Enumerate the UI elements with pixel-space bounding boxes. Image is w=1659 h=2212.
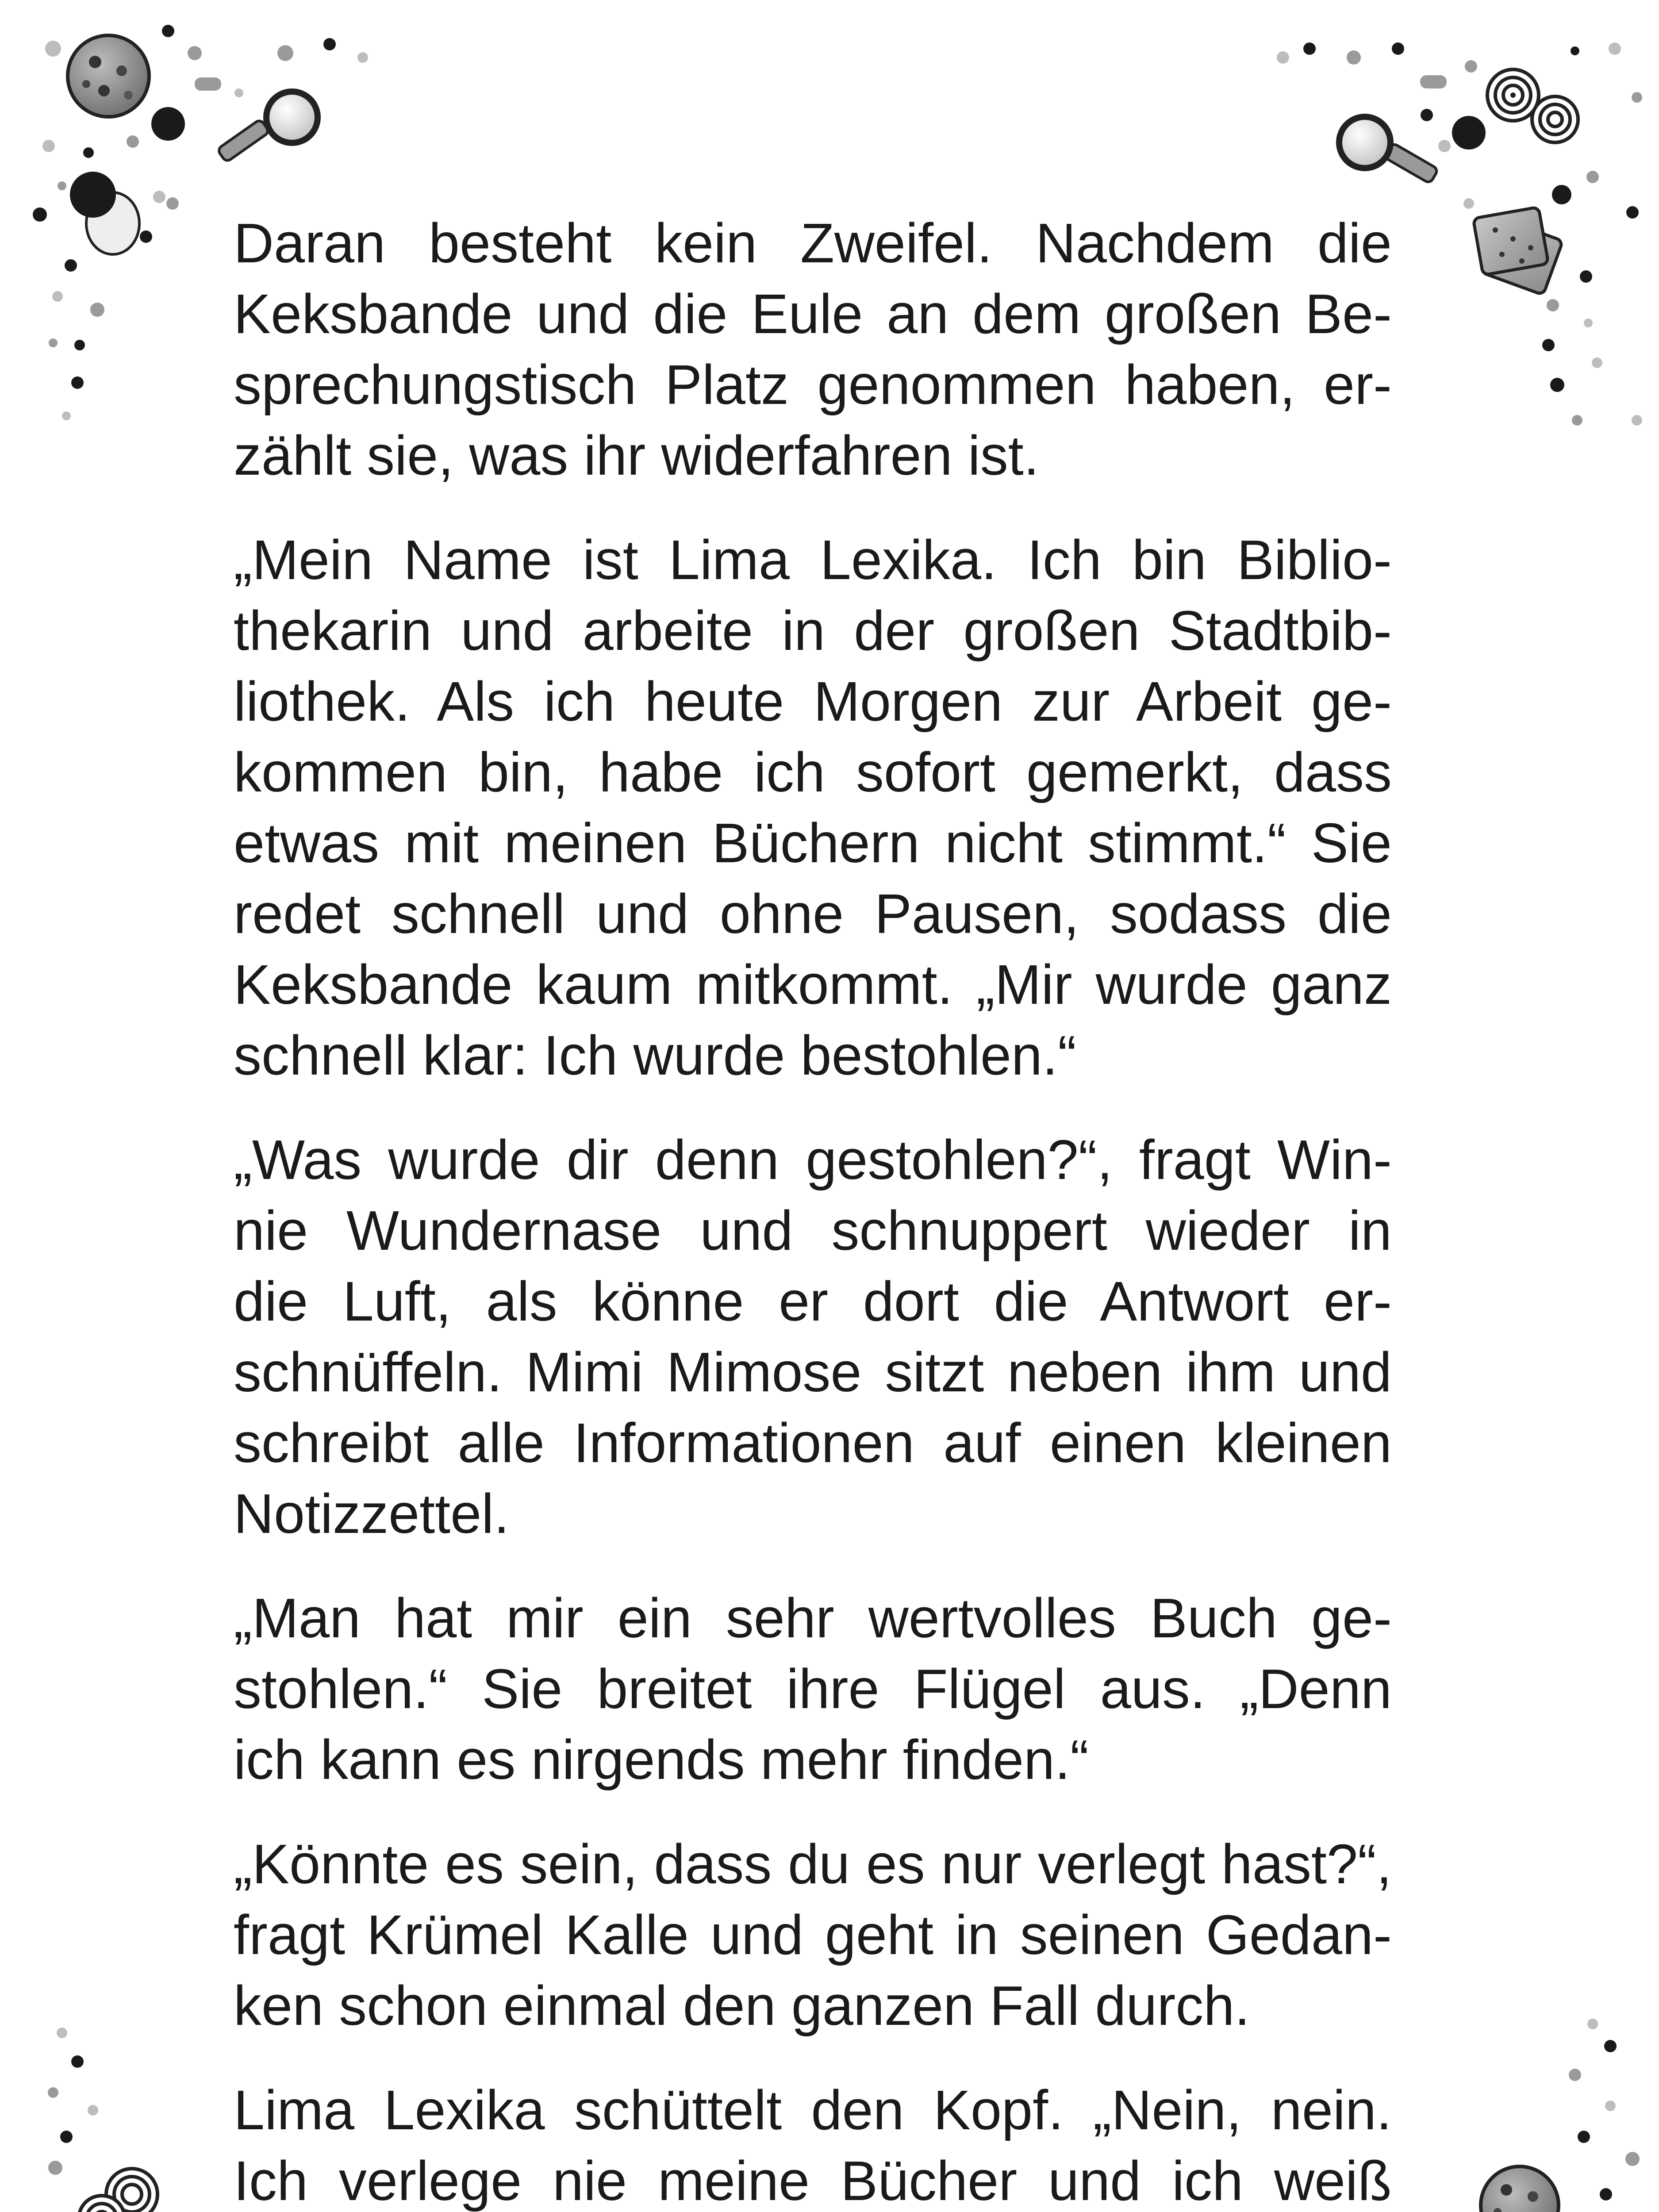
cookie-icon (1481, 2166, 1559, 2212)
paragraph (234, 2075, 1392, 2212)
text-line: zählt sie, was ihr widerfahren ist. (234, 424, 1039, 487)
cookie-icon (68, 35, 149, 117)
text-line: Keksbande und die Eule an dem großen Be- (234, 283, 1392, 345)
text-line: fragt Krümel Kalle und geht in seinen Gedan- (234, 1904, 1392, 1966)
chocolate-cookie-icon (70, 172, 139, 254)
paragraph (234, 208, 1392, 491)
cracker-icon (1473, 207, 1563, 295)
magnifying-glass-icon (1339, 117, 1438, 184)
paragraph (234, 1583, 1392, 1795)
text-line: ich kann es nirgends mehr finden.“ (234, 1728, 1089, 1791)
paragraph (234, 525, 1392, 1091)
paragraph (234, 1125, 1392, 1549)
story-text (234, 208, 1392, 2212)
text-line: redet schnell und ohne Pausen, sodass die (234, 883, 1392, 945)
text-line: liothek. Als ich heute Morgen zur Arbeit ge- (234, 670, 1392, 733)
text-line: Notizzettel. (234, 1482, 510, 1545)
text-line: „Man hat mir ein sehr wertvolles Buch ge- (234, 1587, 1392, 1649)
text-line: Lima Lexika schüttelt den Kopf. „Nein, nein. (234, 2079, 1392, 2141)
paragraph (234, 1829, 1392, 2041)
text-line: thekarin und arbeite in der großen Stadtbib- (234, 599, 1392, 662)
text-line: Ich verlege nie meine Bücher und ich weiß (234, 2150, 1392, 2212)
text-line: ken schon einmal den ganzen Fall durch. (234, 1974, 1250, 2037)
text-line: die Luft, als könne er dort die Antwort er- (234, 1270, 1392, 1333)
text-line: „Was wurde dir denn gestohlen?“, fragt Win- (234, 1129, 1392, 1191)
text-line: Daran besteht kein Zweifel. Nachdem die (234, 212, 1392, 274)
text-line: nie Wundernase und schnuppert wieder in (234, 1199, 1392, 1262)
text-line: kommen bin, habe ich sofort gemerkt, dass (234, 741, 1392, 803)
lollipop-icon (79, 2169, 157, 2212)
text-line: „Könnte es sein, dass du es nur verlegt hast?“, (234, 1833, 1392, 1895)
text-line: „Mein Name ist Lima Lexika. Ich bin Biblio- (234, 529, 1392, 591)
text-line: etwas mit meinen Büchern nicht stimmt.“ Sie (234, 812, 1392, 874)
lollipop-icon (1487, 69, 1578, 142)
text-line: schnell klar: Ich wurde bestohlen.“ (234, 1024, 1076, 1087)
magnifying-glass-icon (217, 92, 318, 162)
text-line: Keksbande kaum mitkommt. „Mir wurde ganz (234, 953, 1392, 1016)
text-line: stohlen.“ Sie breitet ihre Flügel aus. „Denn (234, 1658, 1392, 1720)
text-line: schnüffeln. Mimi Mimose sitzt neben ihm und (234, 1341, 1392, 1403)
text-line: schreibt alle Informationen auf einen kleinen (234, 1412, 1392, 1474)
text-line: sprechungstisch Platz genommen haben, er- (234, 353, 1392, 416)
